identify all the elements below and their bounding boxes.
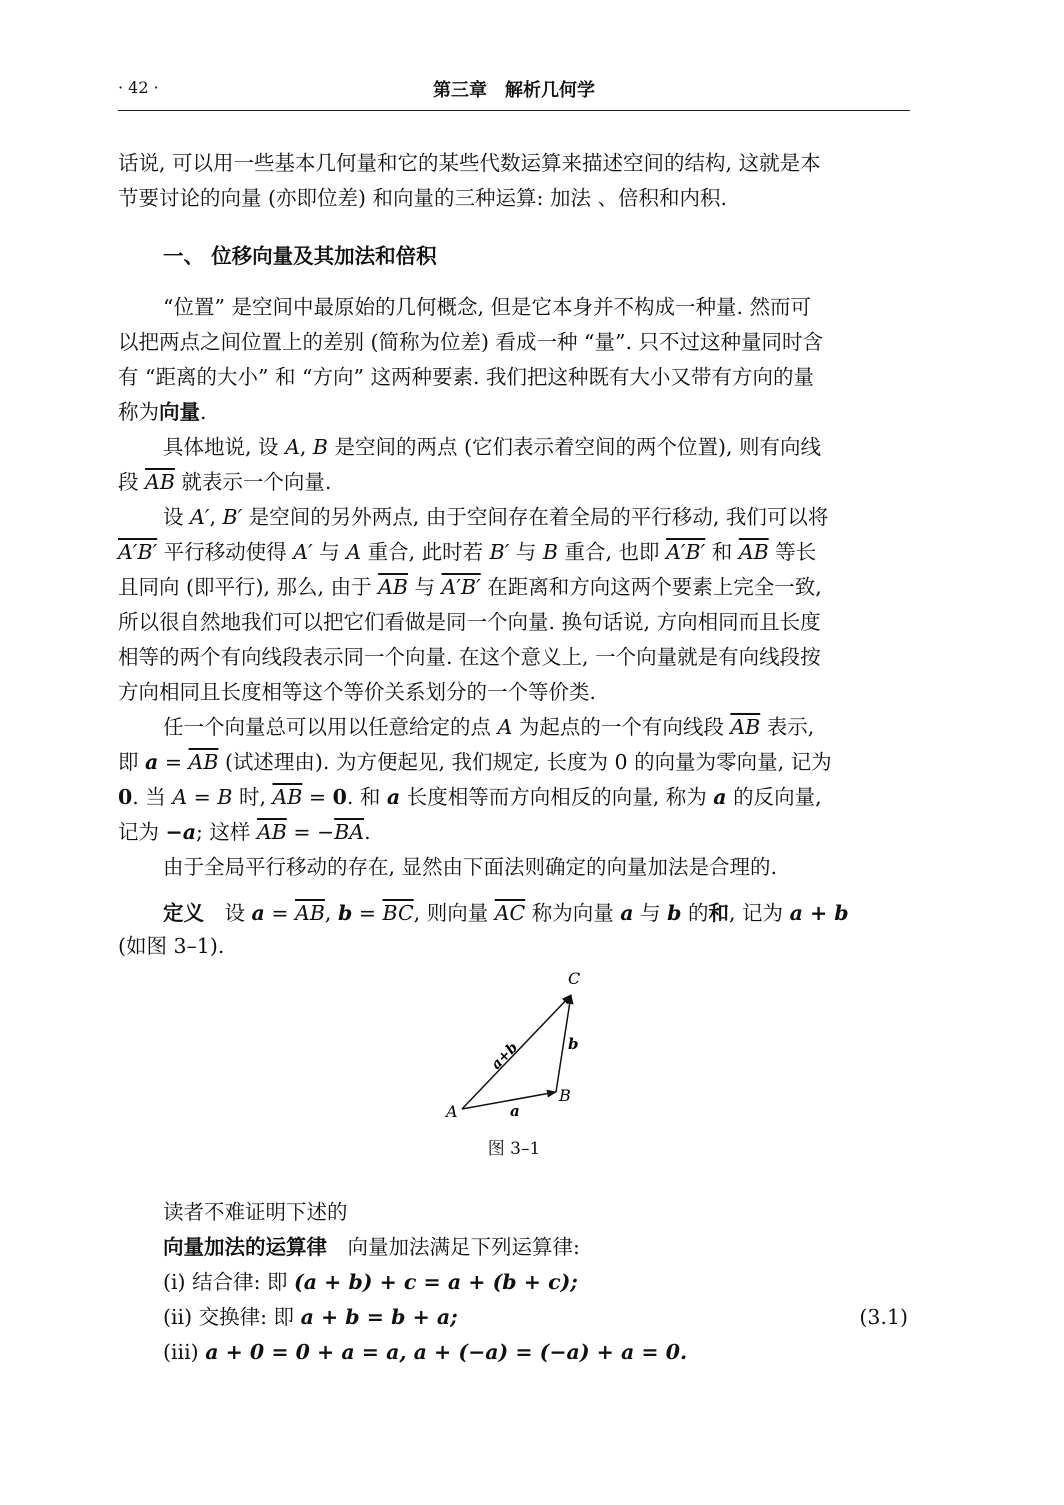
point-B-label: B <box>559 1086 571 1105</box>
para3-line3: 且同向 (即平行), 那么, 由于 $\overline{AB}$ 与 A′B′ 在距离和方向这两个要素上完全一致, <box>118 575 822 599</box>
equation-number: (3.1) <box>859 1305 908 1329</box>
figure-caption: 图 3–1 <box>487 1139 541 1159</box>
vector-AB: $\overline{AB}$ <box>145 470 175 494</box>
law-identity-inverse: (iii) a + 0 = 0 + a = a, a + (−a) = (−a) + a = 0. <box>163 1340 688 1364</box>
para6-line1: 读者不难证明下述的 <box>163 1200 348 1224</box>
para3-line5: 相等的两个有向线段表示同一个向量. 在这个意义上, 一个向量就是有向线段按 <box>118 645 821 669</box>
term-vector: 向量 <box>159 400 200 424</box>
header-rule <box>118 110 910 111</box>
theorem-label: 向量加法的运算律 <box>163 1235 327 1259</box>
section-heading: 一、 位移向量及其加法和倍积 <box>163 244 437 268</box>
para1-line3: 有 “距离的大小” 和 “方向” 这两种要素. 我们把这种既有大小又带有方向的量 <box>118 365 815 389</box>
vector-a-label: a <box>510 1102 520 1120</box>
vector-b-label: b <box>568 1035 579 1053</box>
para4-line2: 即 $a = \overline{AB}$ (试述理由). 为方便起见, 我们规定, 长度为 0 的向量为零向量, 记为 <box>118 750 832 774</box>
para0-line2: 节要讨论的向量 (亦即位差) 和向量的三种运算: 加法 、倍积和内积. <box>118 186 727 210</box>
point-A-label: A <box>446 1102 458 1121</box>
law-associative: (i) 结合律: 即 (a + b) + c = a + (b + c); <box>163 1270 578 1294</box>
vector-addition-figure <box>440 965 600 1125</box>
para3-line4: 所以很自然地我们可以把它们看做是同一个向量. 换句话说, 方向相同而且长度 <box>118 610 821 634</box>
para1-line1: “位置” 是空间中最原始的几何概念, 但是它本身并不构成一种量. 然而可 <box>163 295 812 319</box>
para4-line1: 任一个向量总可以用以任意给定的点 A 为起点的一个有向线段 $\overline{AB}$ 表示, <box>163 715 815 739</box>
law-commutative: (ii) 交换律: 即 a + b = b + a; <box>163 1305 458 1329</box>
para1-line4: 称为向量. <box>118 400 207 424</box>
point-C-label: C <box>568 969 581 988</box>
para3-line6: 方向相同且长度相等这个等价关系划分的一个等价类. <box>118 680 597 704</box>
para0-line1: 话说, 可以用一些基本几何量和它的某些代数运算来描述空间的结构, 这就是本 <box>118 151 821 175</box>
page-number: · 42 · <box>118 78 159 97</box>
definition-label: 定义 <box>163 901 204 925</box>
para1-line2: 以把两点之间位置上的差别 (简称为位差) 看成一种 “量”. 只不过这种量同时含 <box>118 330 824 354</box>
page-header <box>118 74 910 104</box>
definition-line1: 定义 设 $a = \overline{AB}$, $b = \overline{BC}$, 则向量 $\overline{AC}$ 称为向量 a 与 b 的和, 记为 a + b <box>163 901 849 925</box>
para3-line2: A′B′ 平行移动使得 A′ 与 A 重合, 此时若 B′ 与 B 重合, 也即 A′B′ 和 $\overline{AB}$ 等长 <box>118 540 817 564</box>
para2-line2: 段 $\overline{AB}$ 就表示一个向量. <box>118 470 332 494</box>
vector-a-plus-b-label: a+b <box>488 1039 522 1073</box>
para4-line4: 记为 −a; 这样 $\overline{AB} = -\overline{BA}$. <box>118 820 371 844</box>
para2-line1: 具体地说, 设 A, B 是空间的两点 (它们表示着空间的两个位置), 则有向线 <box>163 435 822 459</box>
para4-line3: 0. 当 A = B 时, $\overline{AB} = 0$. 和 a 长度相等而方向相反的向量, 称为 a 的反向量, <box>118 785 822 809</box>
chapter-title: 第三章 解析几何学 <box>433 80 595 101</box>
para3-line1: 设 A′, B′ 是空间的另外两点, 由于空间存在着全局的平行移动, 我们可以将 <box>163 505 829 529</box>
definition-line2: (如图 3–1). <box>118 934 225 958</box>
theorem-title-line: 向量加法的运算律 向量加法满足下列运算律: <box>163 1235 580 1259</box>
para5-line1: 由于全局平行移动的存在, 显然由下面法则确定的向量加法是合理的. <box>163 855 778 879</box>
